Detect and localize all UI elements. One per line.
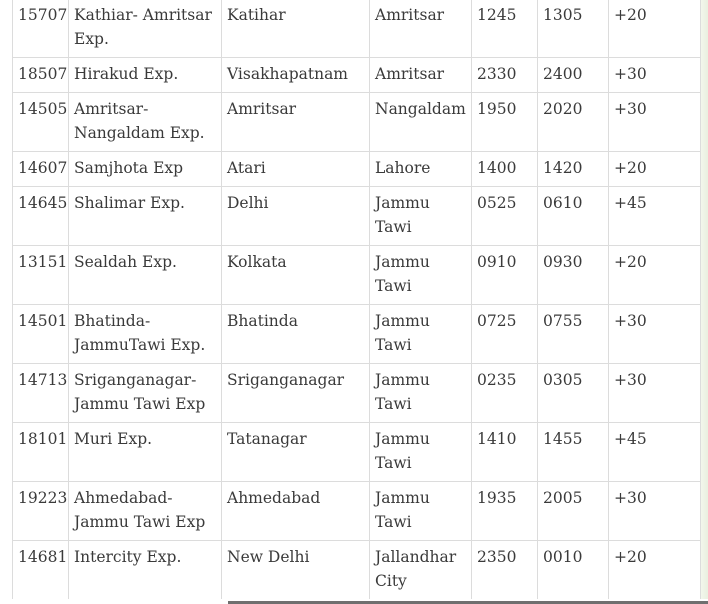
train-name-cell: Bhatinda-JammuTawi Exp. [69,305,222,364]
origin-cell: Bhatinda [222,305,370,364]
destination-cell: Jammu Tawi [370,246,472,305]
departure-cell: 0755 [538,305,609,364]
arrival-cell: 1950 [472,93,538,152]
origin-cell: Tatanagar [222,423,370,482]
departure-cell: 0010 [538,541,609,600]
departure-cell: 2020 [538,93,609,152]
train-name-cell: Shalimar Exp. [69,187,222,246]
departure-cell: 1420 [538,152,609,187]
halt-cell: +45 [609,187,701,246]
departure-cell: 0610 [538,187,609,246]
departure-cell: 2400 [538,58,609,93]
departure-cell: 0305 [538,364,609,423]
train-name-cell: Ahmedabad-Jammu Tawi Exp [69,482,222,541]
halt-cell: +30 [609,58,701,93]
table-row [13,187,701,246]
train-number-cell: 14681 [13,541,69,600]
destination-cell: Jammu Tawi [370,187,472,246]
train-number-cell: 18507 [13,58,69,93]
arrival-cell: 2330 [472,58,538,93]
train-name-cell: Muri Exp. [69,423,222,482]
arrival-cell: 1935 [472,482,538,541]
train-number-cell: 14501 [13,305,69,364]
table-row [13,305,701,364]
origin-cell: Sriganganagar [222,364,370,423]
departure-cell: 1455 [538,423,609,482]
train-number-cell: 14607 [13,152,69,187]
table-row [13,0,701,58]
halt-cell: +20 [609,541,701,600]
origin-cell: Visakhapatnam [222,58,370,93]
origin-cell: Kolkata [222,246,370,305]
train-name-cell: Sriganganagar-Jammu Tawi Exp [69,364,222,423]
train-number-cell: 14713 [13,364,69,423]
arrival-cell: 0235 [472,364,538,423]
origin-cell: Delhi [222,187,370,246]
train-name-cell: Amritsar-Nangaldam Exp. [69,93,222,152]
arrival-cell: 1400 [472,152,538,187]
halt-cell: +20 [609,0,701,58]
departure-cell: 2005 [538,482,609,541]
train-name-cell: Hirakud Exp. [69,58,222,93]
departure-cell: 0930 [538,246,609,305]
arrival-cell: 0910 [472,246,538,305]
destination-cell: Lahore [370,152,472,187]
train-number-cell: 15707 [13,0,69,58]
destination-cell: Jammu Tawi [370,482,472,541]
destination-cell: Jammu Tawi [370,364,472,423]
table-row [13,364,701,423]
train-schedule-table [12,0,701,600]
origin-cell: Katihar [222,0,370,58]
train-name-cell: Sealdah Exp. [69,246,222,305]
train-name-cell: Intercity Exp. [69,541,222,600]
origin-cell: New Delhi [222,541,370,600]
destination-cell: Jammu Tawi [370,423,472,482]
arrival-cell: 2350 [472,541,538,600]
arrival-cell: 0725 [472,305,538,364]
arrival-cell: 1245 [472,0,538,58]
train-number-cell: 19223 [13,482,69,541]
origin-cell: Amritsar [222,93,370,152]
table-row [13,423,701,482]
destination-cell: Amritsar [370,58,472,93]
table-row [13,541,701,600]
halt-cell: +30 [609,482,701,541]
table-row [13,152,701,187]
table-row [13,246,701,305]
table-row [13,482,701,541]
arrival-cell: 0525 [472,187,538,246]
departure-cell: 1305 [538,0,609,58]
train-name-cell: Kathiar- Amritsar Exp. [69,0,222,58]
train-number-cell: 13151 [13,246,69,305]
halt-cell: +45 [609,423,701,482]
destination-cell: Jammu Tawi [370,305,472,364]
destination-cell: Amritsar [370,0,472,58]
page-edge-strip [700,0,708,604]
origin-cell: Ahmedabad [222,482,370,541]
train-number-cell: 18101 [13,423,69,482]
page-bottom-strip [0,599,708,604]
halt-cell: +30 [609,364,701,423]
halt-cell: +30 [609,93,701,152]
origin-cell: Atari [222,152,370,187]
halt-cell: +20 [609,152,701,187]
train-name-cell: Samjhota Exp [69,152,222,187]
destination-cell: Nangaldam [370,93,472,152]
train-number-cell: 14645 [13,187,69,246]
halt-cell: +20 [609,246,701,305]
table-row [13,58,701,93]
table-row [13,93,701,152]
destination-cell: Jallandhar City [370,541,472,600]
arrival-cell: 1410 [472,423,538,482]
halt-cell: +30 [609,305,701,364]
train-number-cell: 14505 [13,93,69,152]
